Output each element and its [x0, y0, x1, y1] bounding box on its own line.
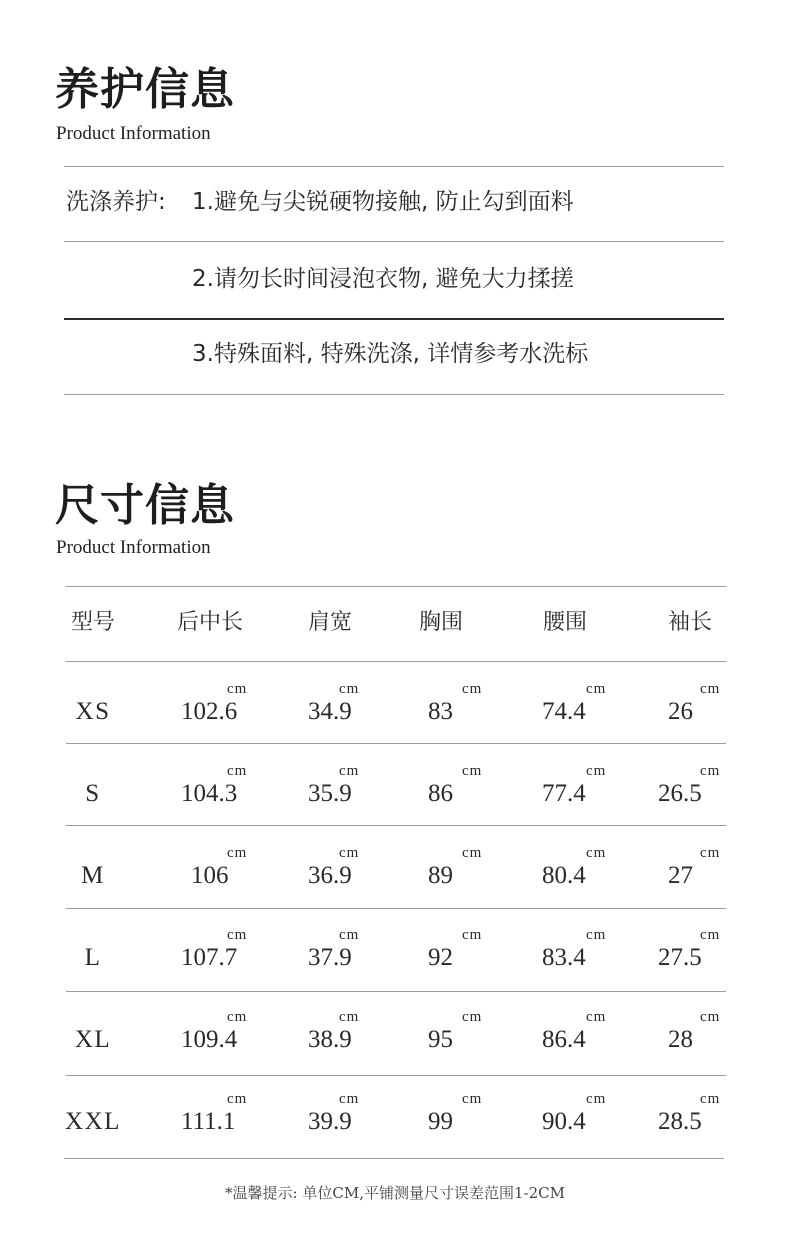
divider [64, 166, 724, 167]
value-shoulder: 35.9 [308, 780, 352, 807]
size-label: XXL [65, 1108, 121, 1135]
value-shoulder: 39.9 [308, 1108, 352, 1135]
size-label: S [85, 780, 101, 807]
value-sleeve: 26 [668, 698, 693, 725]
value-sleeve: 28.5 [658, 1108, 702, 1135]
unit-label: cm [462, 681, 483, 697]
care-line-1: 1.避免与尖锐硬物接触, 防止勾到面料 [192, 189, 574, 215]
value-chest: 99 [428, 1108, 453, 1135]
size-label: XS [75, 698, 111, 725]
footnote: *温馨提示: 单位CM,平铺测量尺寸误差范围1-2CM [225, 1184, 565, 1202]
unit-label: cm [227, 1009, 248, 1025]
value-waist: 77.4 [542, 780, 586, 807]
value-sleeve: 26.5 [658, 780, 702, 807]
value-chest: 89 [428, 862, 453, 889]
value-sleeve: 28 [668, 1026, 693, 1053]
unit-label: cm [339, 1091, 360, 1107]
value-waist: 86.4 [542, 1026, 586, 1053]
value-chest: 92 [428, 944, 453, 971]
size-label: L [84, 944, 102, 971]
unit-label: cm [227, 681, 248, 697]
divider [64, 318, 724, 320]
row-rule [66, 908, 726, 909]
divider [64, 394, 724, 395]
value-chest: 86 [428, 780, 453, 807]
care-section-title: 养护信息 [55, 64, 235, 115]
value-back-length: 109.4 [181, 1026, 238, 1053]
value-back-length: 104.3 [181, 780, 238, 807]
value-back-length: 102.6 [181, 698, 238, 725]
size-label: M [81, 862, 105, 889]
value-back-length: 106 [191, 862, 229, 889]
unit-label: cm [700, 763, 721, 779]
value-back-length: 107.7 [181, 944, 238, 971]
unit-label: cm [586, 927, 607, 943]
value-shoulder: 34.9 [308, 698, 352, 725]
unit-label: cm [339, 927, 360, 943]
unit-label: cm [227, 763, 248, 779]
unit-label: cm [700, 927, 721, 943]
value-shoulder: 38.9 [308, 1026, 352, 1053]
unit-label: cm [586, 763, 607, 779]
care-label: 洗涤养护: [66, 189, 166, 215]
unit-label: cm [339, 681, 360, 697]
unit-label: cm [462, 1009, 483, 1025]
care-section-subtitle: Product Information [56, 123, 211, 144]
table-top-rule [66, 586, 726, 587]
unit-label: cm [462, 845, 483, 861]
unit-label: cm [700, 1009, 721, 1025]
value-sleeve: 27 [668, 862, 693, 889]
row-rule [66, 1075, 726, 1076]
header-waist: 腰围 [542, 610, 588, 635]
unit-label: cm [462, 763, 483, 779]
value-chest: 83 [428, 698, 453, 725]
size-section-subtitle: Product Information [56, 537, 211, 558]
unit-label: cm [339, 763, 360, 779]
unit-label: cm [700, 845, 721, 861]
value-waist: 74.4 [542, 698, 586, 725]
header-shoulder: 肩宽 [307, 610, 353, 635]
unit-label: cm [700, 681, 721, 697]
unit-label: cm [586, 1091, 607, 1107]
header-rule [66, 661, 726, 662]
header-sleeve: 袖长 [667, 610, 713, 635]
unit-label: cm [700, 1091, 721, 1107]
unit-label: cm [227, 1091, 248, 1107]
care-line-3: 3.特殊面料, 特殊洗涤, 详情参考水洗标 [192, 341, 589, 367]
size-section-title: 尺寸信息 [55, 480, 235, 531]
value-waist: 83.4 [542, 944, 586, 971]
unit-label: cm [339, 1009, 360, 1025]
header-model: 型号 [70, 610, 116, 635]
row-rule [66, 743, 726, 744]
size-label: XL [74, 1026, 112, 1053]
row-rule [66, 825, 726, 826]
value-shoulder: 37.9 [308, 944, 352, 971]
value-back-length: 111.1 [181, 1108, 236, 1135]
header-chest: 胸围 [418, 610, 464, 635]
value-chest: 95 [428, 1026, 453, 1053]
value-sleeve: 27.5 [658, 944, 702, 971]
value-waist: 80.4 [542, 862, 586, 889]
unit-label: cm [462, 1091, 483, 1107]
unit-label: cm [227, 927, 248, 943]
divider [64, 241, 724, 242]
row-rule [66, 991, 726, 992]
unit-label: cm [227, 845, 248, 861]
value-shoulder: 36.9 [308, 862, 352, 889]
unit-label: cm [586, 681, 607, 697]
value-waist: 90.4 [542, 1108, 586, 1135]
unit-label: cm [462, 927, 483, 943]
unit-label: cm [586, 845, 607, 861]
unit-label: cm [339, 845, 360, 861]
unit-label: cm [586, 1009, 607, 1025]
care-line-2: 2.请勿长时间浸泡衣物, 避免大力揉搓 [192, 266, 574, 292]
header-back-length: 后中长 [176, 610, 244, 635]
table-bottom-rule [64, 1158, 724, 1159]
